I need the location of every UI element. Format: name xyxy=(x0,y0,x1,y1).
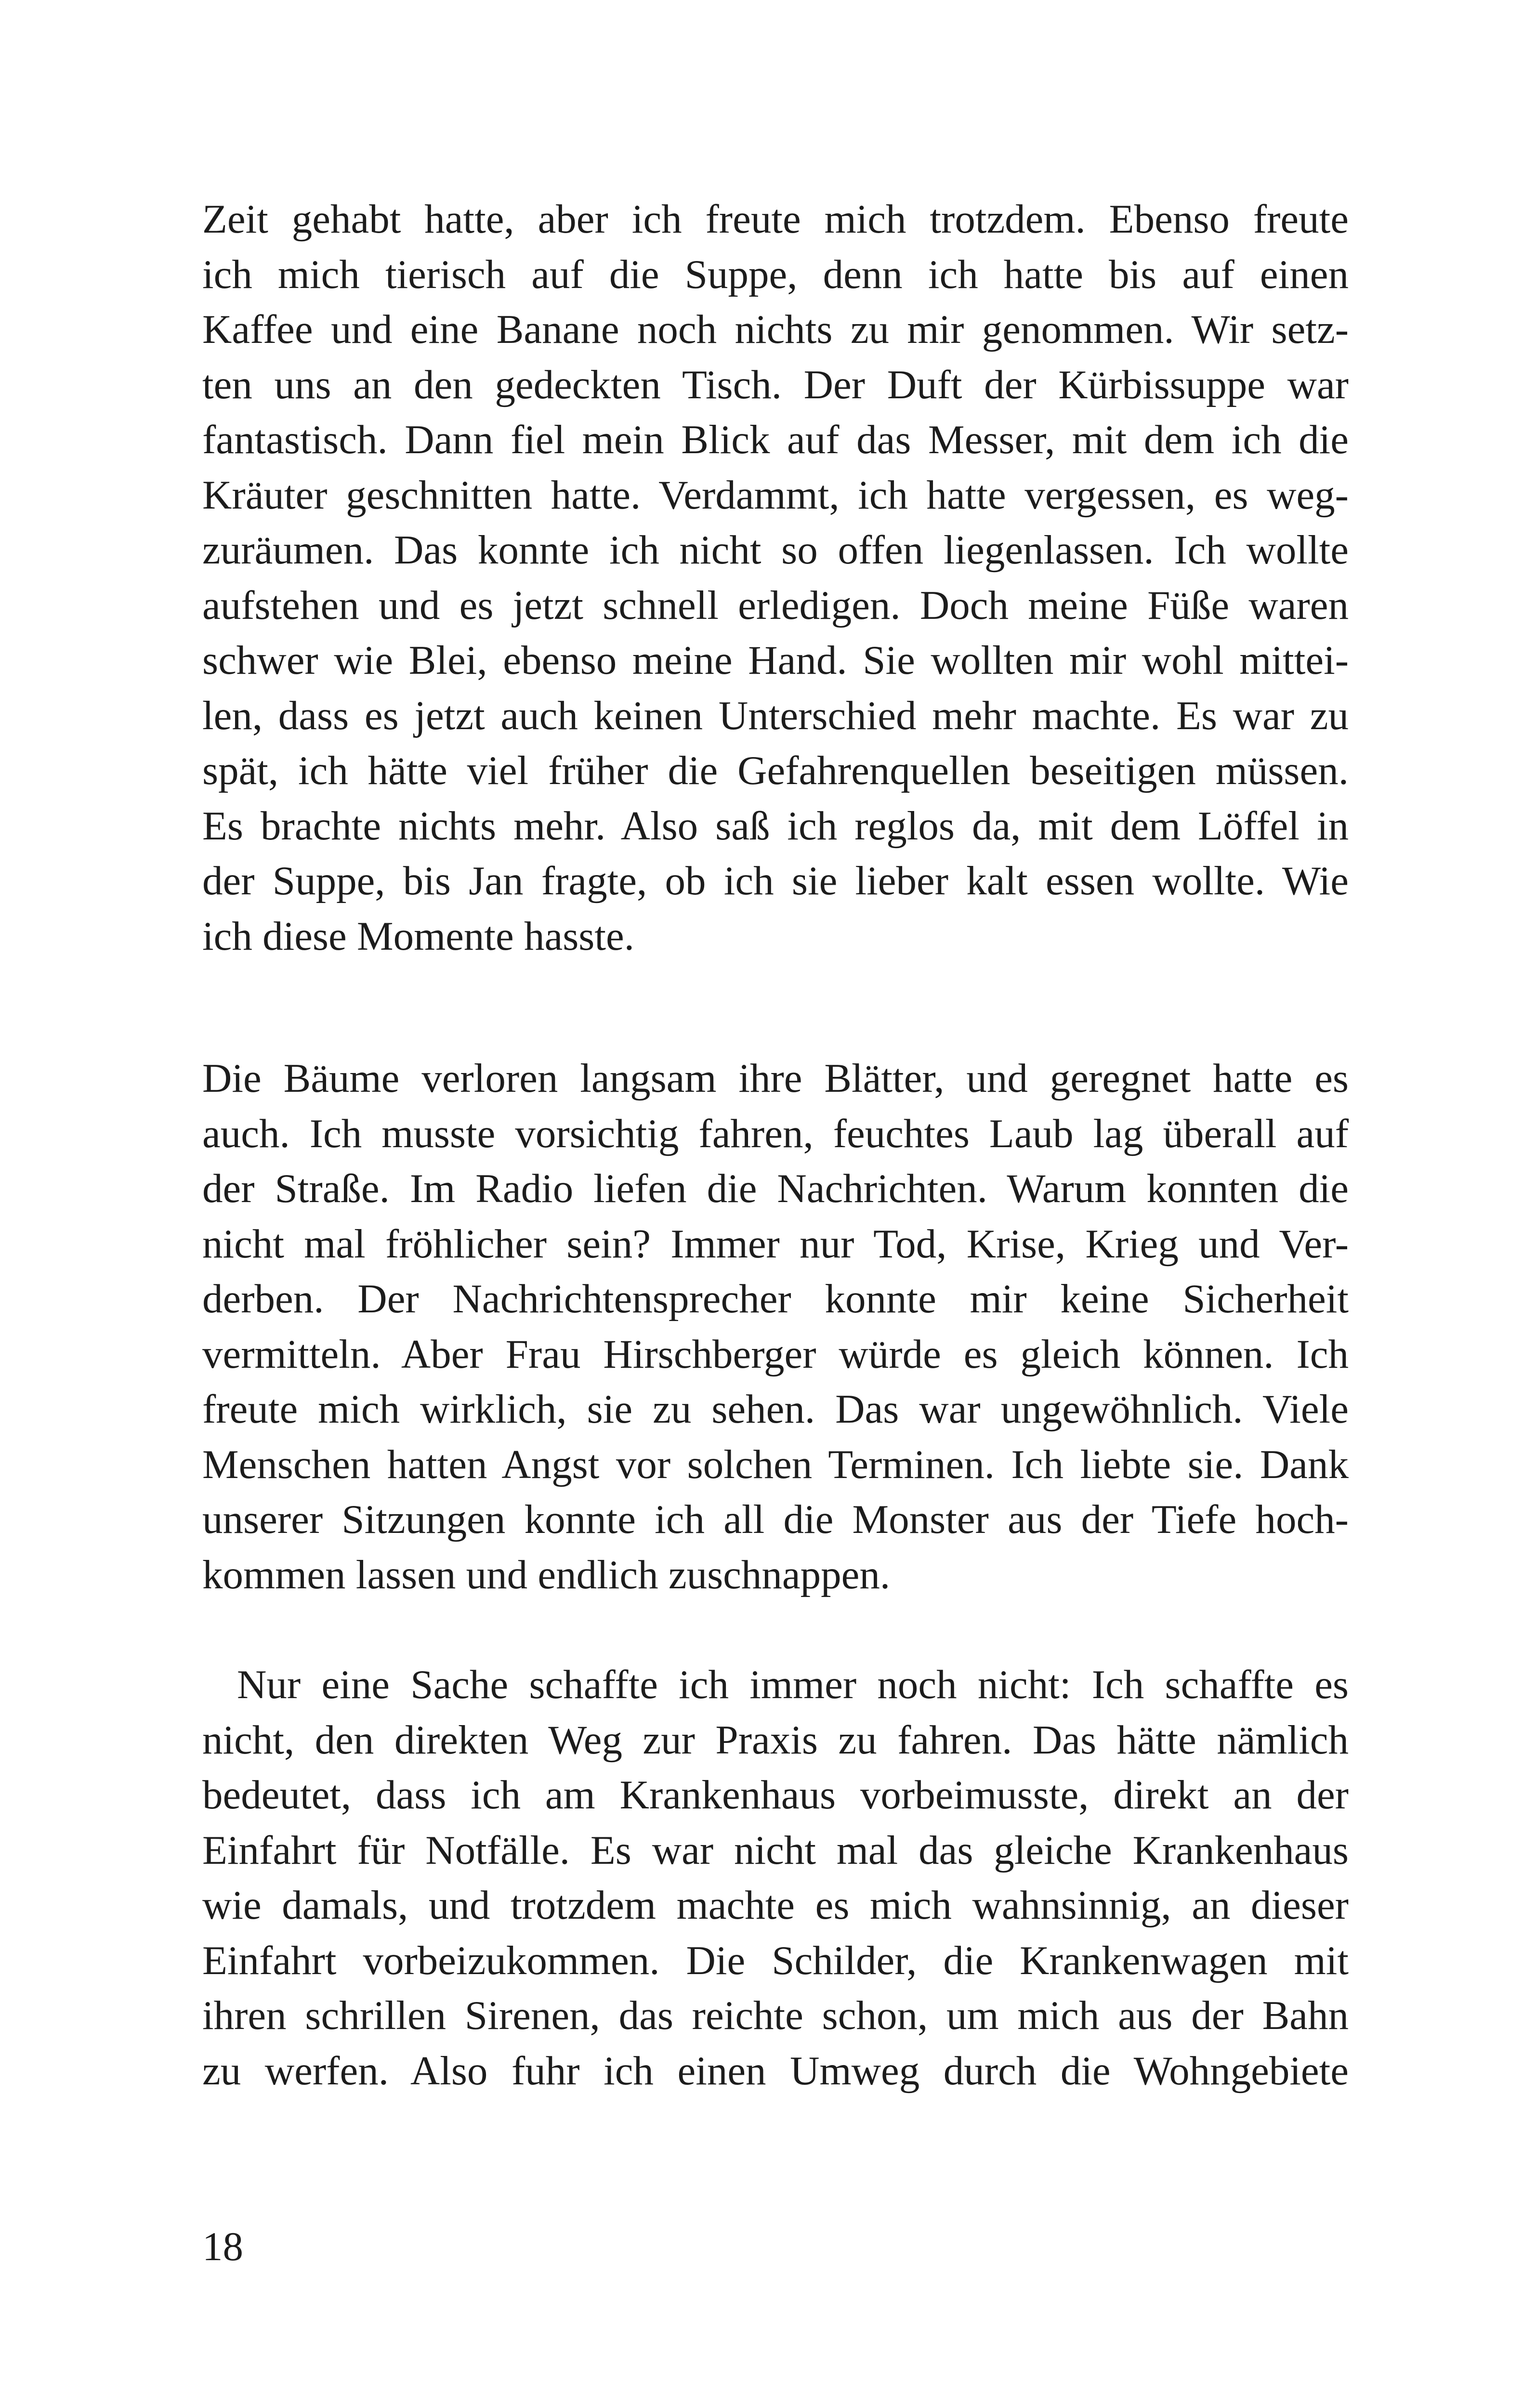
text-line: nicht, den direkten Weg zur Praxis zu fahren. Das hätte nämlich xyxy=(202,1717,1349,1763)
text-line: Einfahrt für Notfälle. Es war nicht mal das gleiche Krankenhaus xyxy=(202,1827,1349,1873)
text-line: Es brachte nichts mehr. Also saß ich reglos da, mit dem Löffel in xyxy=(202,803,1349,849)
text-line: spät, ich hätte viel früher die Gefahrenquellen beseitigen müssen. xyxy=(202,748,1349,793)
paragraph-3 xyxy=(202,1657,1349,2098)
paragraph-2 xyxy=(202,1051,1349,1602)
text-line: nicht mal fröhlicher sein? Immer nur Tod, Krise, Krieg und Ver- xyxy=(202,1221,1349,1267)
text-line: kommen lassen und endlich zuschnappen. xyxy=(202,1552,891,1597)
text-line: schwer wie Blei, ebenso meine Hand. Sie wollten mir wohl mittei- xyxy=(202,638,1349,683)
text-line: aufstehen und es jetzt schnell erledigen. Doch meine Füße waren xyxy=(202,582,1349,628)
text-line: auch. Ich musste vorsichtig fahren, feuchtes Laub lag überall auf xyxy=(202,1111,1349,1156)
text-line: Nur eine Sache schaffte ich immer noch nicht: Ich schaffte es xyxy=(237,1662,1349,1707)
text-line: ich diese Momente hasste. xyxy=(202,913,634,959)
text-line: zu werfen. Also fuhr ich einen Umweg durch die Wohngebiete xyxy=(202,2048,1349,2094)
text-line: vermitteln. Aber Frau Hirschberger würde es gleich können. Ich xyxy=(202,1331,1349,1377)
text-line: Kaffee und eine Banane noch nichts zu mir genommen. Wir setz- xyxy=(202,307,1349,352)
text-line: freute mich wirklich, sie zu sehen. Das war ungewöhnlich. Viele xyxy=(202,1387,1349,1432)
text-line: der Suppe, bis Jan fragte, ob ich sie lieber kalt essen wollte. Wie xyxy=(202,858,1349,903)
text-line: ten uns an den gedeckten Tisch. Der Duft der Kürbissuppe war xyxy=(202,362,1349,407)
text-line: fantastisch. Dann fiel mein Blick auf das Messer, mit dem ich die xyxy=(202,417,1349,462)
text-line: ihren schrillen Sirenen, das reichte schon, um mich aus der Bahn xyxy=(202,1993,1349,2038)
text-line: wie damals, und trotzdem machte es mich wahnsinnig, an dieser xyxy=(202,1883,1349,1928)
text-line: unserer Sitzungen konnte ich all die Monster aus der Tiefe hoch- xyxy=(202,1497,1349,1542)
text-line: len, dass es jetzt auch keinen Unterschied mehr machte. Es war zu xyxy=(202,693,1349,738)
text-line: Einfahrt vorbeizukommen. Die Schilder, die Krankenwagen mit xyxy=(202,1937,1349,1983)
text-line: Zeit gehabt hatte, aber ich freute mich trotzdem. Ebenso freute xyxy=(202,196,1349,242)
text-line: Menschen hatten Angst vor solchen Terminen. Ich liebte sie. Dank xyxy=(202,1441,1349,1487)
text-line: Kräuter geschnitten hatte. Verdammt, ich hatte vergessen, es weg- xyxy=(202,472,1349,518)
text-line: bedeutet, dass ich am Krankenhaus vorbeimusste, direkt an der xyxy=(202,1772,1349,1818)
text-line: Die Bäume verloren langsam ihre Blätter, und geregnet hatte es xyxy=(202,1056,1349,1101)
text-line: zuräumen. Das konnte ich nicht so offen liegenlassen. Ich wollte xyxy=(202,527,1349,573)
text-line: derben. Der Nachrichtensprecher konnte mir keine Sicherheit xyxy=(202,1276,1349,1322)
paragraph-1 xyxy=(202,192,1349,964)
text-line: der Straße. Im Radio liefen die Nachrichten. Warum konnten die xyxy=(202,1166,1349,1211)
text-line: ich mich tierisch auf die Suppe, denn ich hatte bis auf einen xyxy=(202,251,1349,297)
page-number: 18 xyxy=(202,2224,243,2269)
